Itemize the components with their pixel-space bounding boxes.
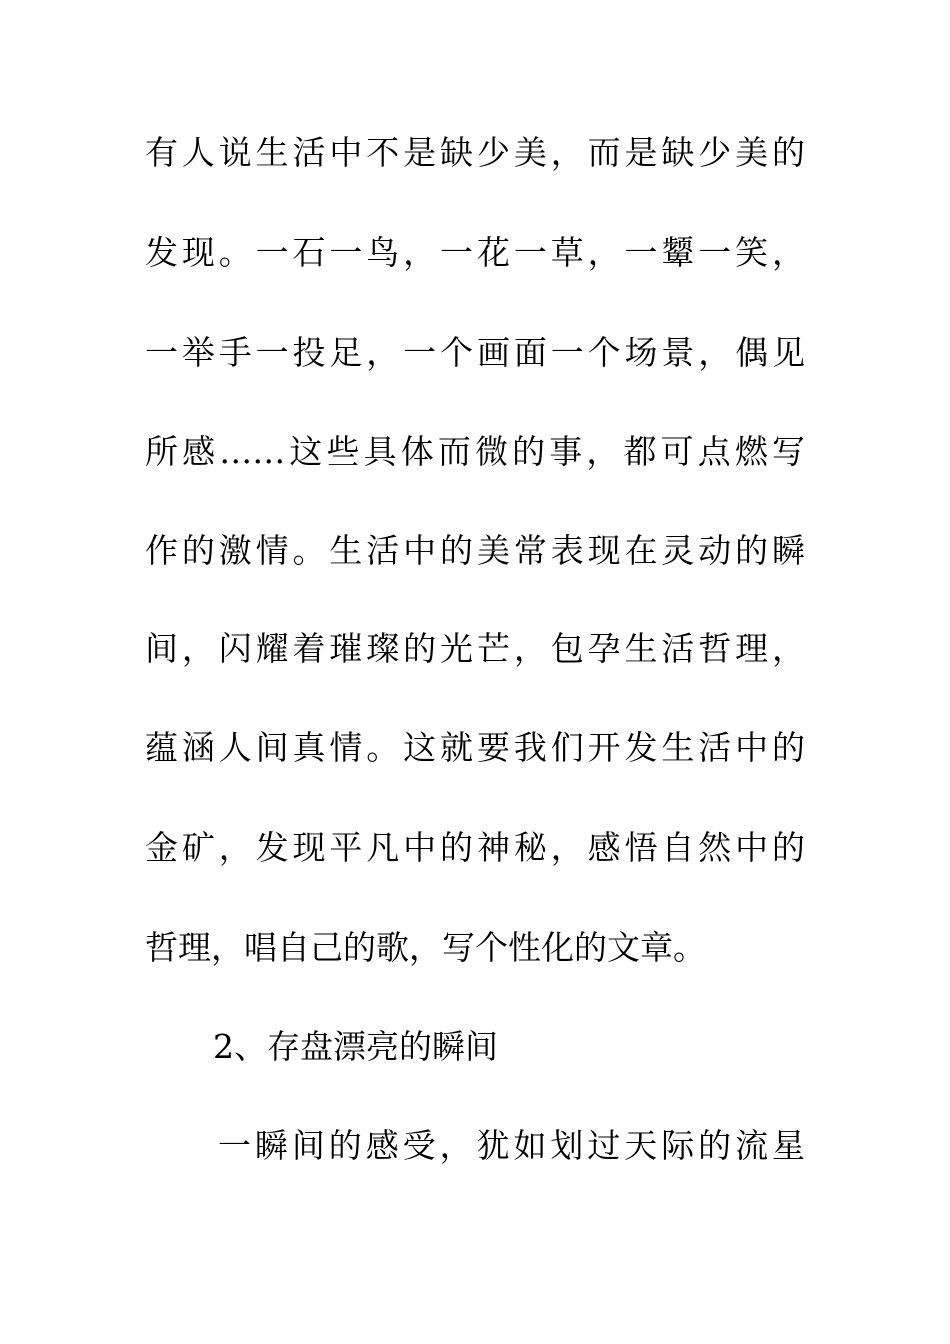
- section-heading: 2、存盘漂亮的瞬间: [213, 1027, 498, 1066]
- paragraph-line-3: 一举手一投足，一个画面一个场景，偶见: [145, 333, 805, 372]
- paragraph-line-next: 一瞬间的感受，犹如划过天际的流星: [218, 1126, 805, 1165]
- paragraph-line-7: 蕴涵人间真情。这就要我们开发生活中的: [145, 728, 805, 767]
- paragraph-line-1: 有人说生活中不是缺少美，而是缺少美的: [145, 133, 805, 172]
- paragraph-line-9: 哲理，唱自己的歌，写个性化的文章。: [145, 928, 706, 967]
- paragraph-line-2: 发现。一石一鸟，一花一草，一颦一笑，: [145, 233, 805, 272]
- paragraph-line-8: 金矿，发现平凡中的神秘，感悟自然中的: [145, 828, 805, 867]
- paragraph-line-4: 所感……这些具体而微的事，都可点燃写: [145, 432, 805, 471]
- paragraph-line-6: 间，闪耀着璀璨的光芒，包孕生活哲理，: [145, 629, 805, 668]
- paragraph-line-5: 作的激情。生活中的美常表现在灵动的瞬: [145, 531, 805, 570]
